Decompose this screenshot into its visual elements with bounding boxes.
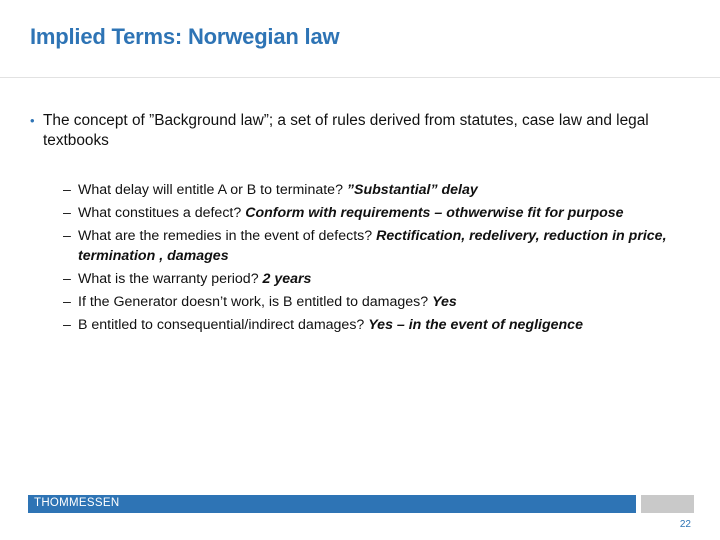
sub-bullet-item	[63, 293, 693, 313]
dash-marker: –	[63, 228, 71, 245]
main-bullet	[30, 111, 690, 151]
sub-bullet-item	[63, 181, 693, 201]
footer-gray-box	[641, 495, 694, 513]
bullet-marker: •	[30, 113, 35, 128]
answer-text: Conform with requirements – othwerwise fit for purpose	[245, 205, 624, 222]
dash-marker: –	[63, 316, 71, 333]
dash-marker: –	[63, 182, 71, 198]
company-logo: THOMMESSEN	[34, 497, 120, 509]
answer-text: ”Substantial” delay	[346, 182, 478, 198]
page-number: 22	[679, 519, 691, 530]
slide-title: Implied Terms: Norwegian law	[30, 24, 340, 49]
dash-marker: –	[63, 293, 71, 310]
sub-bullet-item	[63, 316, 693, 336]
sub-bullet-item	[63, 204, 693, 224]
answer-text: Yes	[432, 293, 457, 310]
answer-text: Yes – in the event of negligence	[368, 316, 583, 333]
dash-marker: –	[63, 270, 71, 287]
question-text: B entitled to consequential/indirect damages?	[78, 316, 369, 333]
sub-bullet-item	[63, 270, 693, 290]
answer-text: Rectification, redelivery, reduction in price, termination , damages	[78, 228, 667, 264]
question-text: What delay will entitle A or B to terminate?	[78, 182, 347, 198]
footer-bar	[28, 495, 636, 513]
question-text: What are the remedies in the event of defects?	[78, 228, 377, 245]
main-bullet-text: The concept of ”Background law”; a set of rules derived from statutes, case law and legal textbooks	[43, 112, 649, 149]
dash-marker: –	[63, 205, 71, 222]
question-text: What is the warranty period?	[78, 270, 263, 287]
answer-text: 2 years	[262, 270, 312, 287]
sub-bullet-list	[63, 181, 693, 339]
sub-bullet-item	[63, 227, 693, 266]
title-divider	[0, 77, 720, 78]
question-text: If the Generator doesn’t work, is B entitled to damages?	[78, 293, 433, 310]
question-text: What constitues a defect?	[78, 205, 246, 222]
